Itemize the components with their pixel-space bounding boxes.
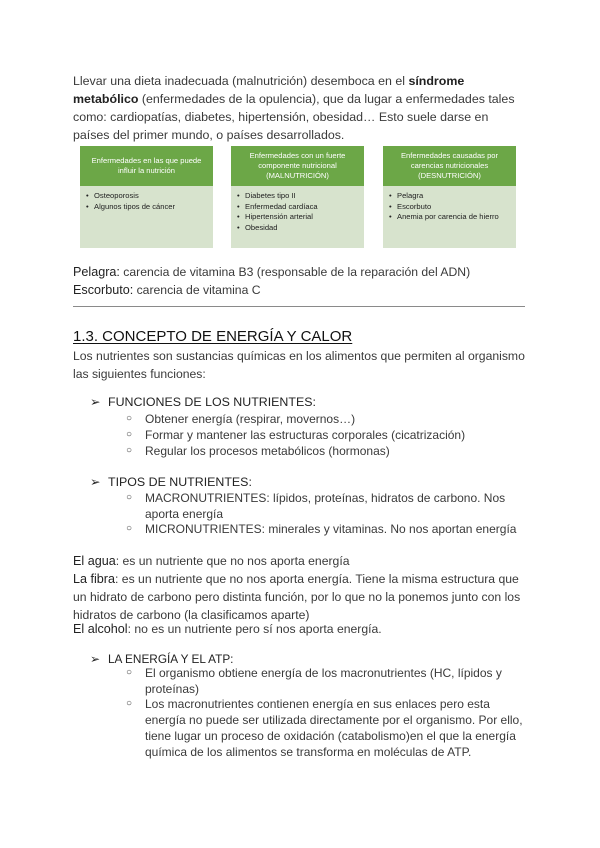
diagram-item: • Algunos tipos de cáncer [86,202,207,213]
types-title: TIPOS DE NUTRIENTES: [108,475,252,489]
definition-term: Escorbuto: [73,283,134,297]
atp-text: El organismo obtiene energía de los macronutrientes (HC, lípidos y proteínas) [145,666,502,696]
atp-item [126,665,526,697]
circle-bullet-icon: ○ [126,413,133,424]
diagram-item: • Hipertensión arterial [237,212,358,223]
diagram-card-title: Enfermedades con un fuerte componente nutricional (MALNUTRICIÓN) [231,146,364,186]
diagram-card-list [231,186,364,233]
definition-text: carencia de vitamina B3 (responsable de la reparación del ADN) [119,265,471,279]
definition-text: : no es un nutriente pero sí nos aporta energía. [127,622,382,636]
definition-escorbuto [73,281,528,299]
diagram-item: • Anemia por carencia de hierro [389,212,510,223]
function-text: Obtener energía (respirar, movernos…) [145,412,356,426]
diagram-card-nutrition [80,146,213,248]
section-lead-paragraph: Los nutrientes son sustancias químicas en los alimentos que permiten al organismo las siguientes funciones: [73,349,525,381]
function-item [126,427,526,443]
definition-text: : es un nutriente que no nos aporta energía. Tiene la misma estructura que un hidrato de carbono pero distinta función, por lo que no la ponemos junto con los hidratos de carbono (la clasificamos aparte) [73,572,521,622]
definition-term: Pelagra: [73,265,120,279]
type-text: MACRONUTRIENTES: lípidos, proteínas, hidratos de carbono. Nos aporta energía [145,491,506,521]
deficiency-definitions [73,263,528,299]
diagram-item: • Osteoporosis [86,191,207,202]
atp-item [126,696,526,760]
diagram-card-title: Enfermedades en las que puede influir la nutrición [80,146,213,186]
types-heading [90,473,252,491]
definition-text: : es un nutriente que no nos aporta energía [115,554,350,568]
intro-bold-term: síndrome metabólico [73,74,465,106]
circle-bullet-icon: ○ [126,523,133,534]
type-item [126,490,526,522]
type-text: MICRONUTRIENTES: minerales y vitaminas. No nos aportan energía [145,522,517,536]
function-text: Regular los procesos metabólicos (hormonas) [145,444,390,458]
circle-bullet-icon: ○ [126,492,133,503]
functions-heading [90,393,316,411]
diagram-card-list [383,186,516,223]
diagram-card-undernutrition [383,146,516,248]
arrow-bullet-icon: ➢ [90,395,101,409]
diagram-card-title: Enfermedades causadas por carencias nutricionales (DESNUTRICIÓN) [383,146,516,186]
circle-bullet-icon: ○ [126,445,133,456]
circle-bullet-icon: ○ [126,698,133,709]
atp-text: Los macronutrientes contienen energía en sus enlaces pero esta energía no puede ser utilizada directamente por el organismo. Por ello, tiene lugar un proceso de oxidación (catabolismo)en el que la energía química de los alimentos se transforma en moléculas de ATP. [145,697,523,759]
definition-term: El alcohol [73,622,128,636]
arrow-bullet-icon: ➢ [90,652,100,666]
arrow-bullet-icon: ➢ [90,475,101,489]
definition-text: carencia de vitamina C [133,283,261,297]
diagram-item: • Obesidad [237,223,358,234]
diagram-item: • Diabetes tipo II [237,191,358,202]
atp-title: LA ENERGÍA Y EL ATP: [108,652,234,666]
intro-text-1: Llevar una dieta inadecuada (malnutrición) desemboca en el [73,74,409,88]
definition-term: El agua [73,554,116,568]
definition-fibra [73,570,528,624]
diagram-item: • Enfermedad cardíaca [237,202,358,213]
definition-alcohol [73,620,528,638]
function-text: Formar y mantener las estructuras corporales (cicatrización) [145,428,466,442]
type-item [126,521,526,537]
circle-bullet-icon: ○ [126,667,133,678]
diagram-item: • Pelagra [389,191,510,202]
definition-agua [73,552,528,570]
functions-title: FUNCIONES DE LOS NUTRIENTES: [108,395,316,409]
intro-paragraph [73,72,528,144]
diagram-card-list [80,186,213,212]
intro-text-2: (enfermedades de la opulencia), que da lugar a enfermedades tales como: cardiopatías, diabetes, hipertensión, obesidad… Esto suele darse en países del primer mundo, o países desarrollados. [73,92,515,142]
section-heading: 1.3. CONCEPTO DE ENERGÍA Y CALOR [73,328,353,345]
diagram-item: • Escorbuto [389,202,510,213]
definition-term: La fibra [73,572,116,586]
horizontal-divider [73,306,525,307]
definition-pelagra [73,263,528,281]
circle-bullet-icon: ○ [126,429,133,440]
disease-diagram [80,146,516,248]
diagram-card-malnutrition [231,146,364,248]
function-item [126,443,526,459]
function-item [126,411,526,427]
